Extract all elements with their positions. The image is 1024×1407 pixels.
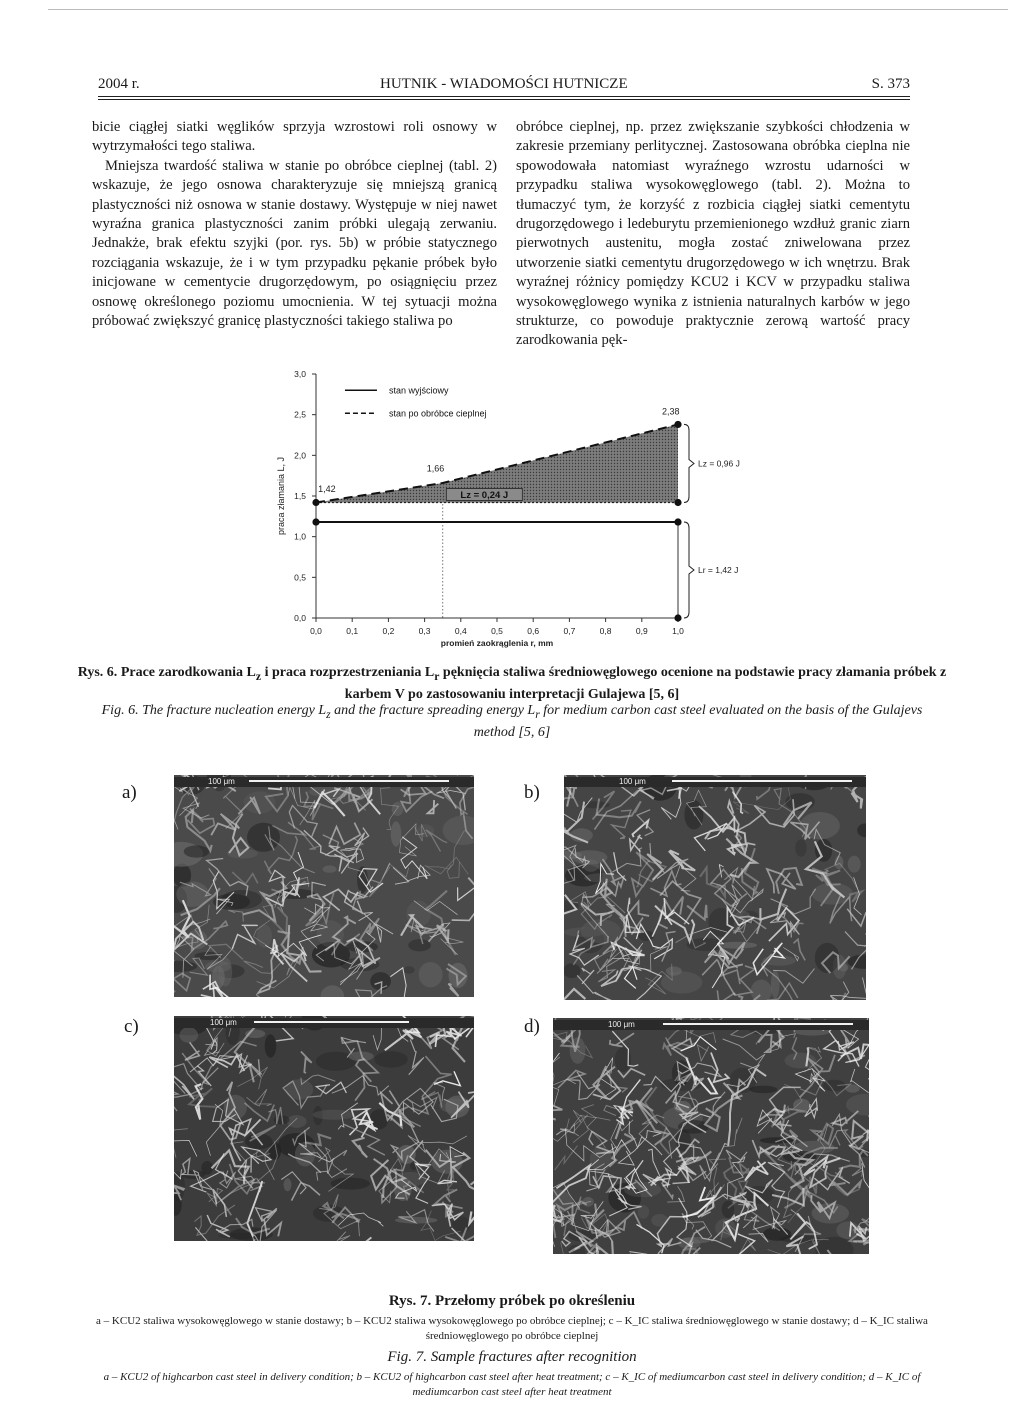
y-tick-label: 1,0 <box>294 531 306 542</box>
paragraph: bicie ciągłej siatki węglików sprzyja wzrostowi roli osnowy w wytrzymałości tego staliwa. <box>92 119 497 155</box>
fracture-energy-chart <box>262 360 762 666</box>
data-point <box>674 518 681 525</box>
panel-label-a: a) <box>122 782 137 803</box>
fig7-desc-en: a – KCU2 of highcarbon cast steel in delivery condition; b – KCU2 of highcarbon cast steel after heat treatment; c – K_IC of mediumcarbon cast steel in delivery condition; d – K_IC of mediumcarbon cast steel after heat treatment <box>103 1371 921 1398</box>
x-tick-label: 0,9 <box>635 626 648 636</box>
y-tick-label: 0,0 <box>294 613 306 623</box>
data-point <box>312 518 319 525</box>
y-tick-label: 1,5 <box>294 491 306 501</box>
header-rule <box>98 96 910 97</box>
figure-6-caption-pl <box>60 664 964 704</box>
brace-lr <box>684 522 694 618</box>
header-journal: HUTNIK - WIADOMOŚCI HUTNICZE <box>380 76 628 92</box>
x-tick-label: 0,4 <box>454 626 467 636</box>
x-tick-label: 0,6 <box>527 626 540 636</box>
fig6-prefix: Rys. 6. <box>77 665 118 680</box>
figure-7-title-en <box>60 1348 964 1366</box>
region-label: Lz = 0,24 J <box>460 490 509 502</box>
right-column <box>516 118 910 351</box>
micrograph-a <box>174 775 474 997</box>
y-tick-label: 3,0 <box>294 369 306 379</box>
brace-label: Lz = 0,96 J <box>698 458 740 469</box>
data-label: 2,38 <box>661 406 680 417</box>
page-header <box>98 76 910 96</box>
paragraph: obróbce cieplnej, np. przez zwiększanie szybkości chłodzenia w zakresie przemiany perlitycznej. Zastosowana obróbka cieplna nie spowodowała natomiast wyraźnego wzrostu udarności w przypadku staliwa wysokowęglowego (tabl. 2). Można to tłumaczyć tym, że korzyść z rozbicia ciągłej siatki cementytu drugorzędowego i ledeburytu przemienionego wzdłuż granic ziarn pierwotnych austenitu, mogła zostać zniwelowana przez utworzenie siatki cementytu drugorzędowego w ich wnętrzu. Brak wyraźnej różnicy pomiędzy KCU2 i KCV w przypadku staliwa wysokowęglowego wynika z istnienia naturalnych karbów w jego strukturze, co powoduje praktycznie zerową wartość pracy zarodkowania pęk- <box>516 119 910 349</box>
x-axis-label: promień zaokrąglenia r, mm <box>440 638 554 648</box>
fracture-texture <box>564 775 866 1000</box>
panel-label-c: c) <box>124 1016 139 1037</box>
x-tick-label: 0,7 <box>563 626 576 636</box>
micrograph-b <box>564 775 866 1000</box>
scale-bar <box>553 1020 869 1030</box>
fig7-desc-pl: a – KCU2 staliwa wysokowęglowego w stanie dostawy; b – KCU2 staliwa wysokowęglowego po obróbce cieplnej; c – K_IC staliwa średniowęglowego w stanie dostawy; d – K_IC staliwa średniowęglowego po obróbce cieplnej <box>96 1315 928 1342</box>
fig6-text: Prace zarodkowania L <box>120 665 256 680</box>
scale-bar <box>564 777 866 787</box>
scale-bar <box>174 1018 474 1028</box>
fracture-texture <box>553 1018 869 1254</box>
brace-lz <box>684 424 694 502</box>
fig6-text-rest: pęknięcia staliwa średniowęglowego ocenione na podstawie pracy złamania próbek z karbem V po zastosowaniu interpretacji Gulajewa [5, 6] <box>344 665 947 702</box>
scale-bar <box>174 777 474 787</box>
fig7-title-en: Fig. 7. Sample fractures after recognition <box>387 1349 637 1365</box>
x-tick-label: 1,0 <box>672 626 684 636</box>
brace-label: Lr = 1,42 J <box>698 565 739 576</box>
micrograph-c <box>174 1016 474 1241</box>
data-point <box>312 499 319 506</box>
scale-label: 100 μm <box>619 777 646 786</box>
x-tick-label: 0,0 <box>310 626 322 636</box>
legend-label: stan po obróbce cieplnej <box>388 408 487 419</box>
fracture-texture <box>174 1016 474 1241</box>
x-tick-label: 0,2 <box>382 626 395 636</box>
fig6-en-text: The fracture nucleation energy L <box>142 703 327 718</box>
fig7-title-pl: Rys. 7. Przełomy próbek po określeniu <box>388 1293 636 1309</box>
fig6-sub: z <box>255 669 262 683</box>
paragraph: Mniejsza twardość staliwa w stanie po obróbce cieplnej (tabl. 2) wskazuje, że jego osnowa charakteryzuje się mniejszą granicą plastyczności niż osnowa w stanie dostawy. Występuje w niej nawet wyraźna granica plastyczności zanim próbki ulegają zerwaniu. Jednakże, brak efektu szyjki (por. rys. 5b) w próbie statycznego rozciągania wskazuje, że i w tym przypadku pękanie próbek było inicjowane w cementycie drugorzędowym, po osiągnięciu przez osnowę określonego poziomu umocnienia. W tej sytuacji można próbować zwiększyć granicę plastyczności takiego staliwa po <box>92 157 497 330</box>
header-rule-thin <box>98 99 910 100</box>
fig6-en-prefix: Fig. 6. <box>101 703 139 718</box>
data-point <box>674 421 681 428</box>
figure-7-desc-pl <box>80 1314 944 1344</box>
fig6-en-rest: for medium carbon cast steel evaluated on the basis of the Gulajevs method [5, 6] <box>473 703 923 740</box>
figure-7-title-pl <box>60 1292 964 1310</box>
panel-label-b: b) <box>524 782 540 803</box>
micrograph-d <box>553 1018 869 1254</box>
y-tick-label: 2,0 <box>294 450 306 461</box>
fig6-en-mid: and the fracture spreading energy L <box>330 703 536 718</box>
figure-6-caption-en <box>90 702 934 742</box>
header-page: S. 373 <box>871 76 910 92</box>
fig6-text-mid: i praca rozprzestrzeniania L <box>261 665 435 680</box>
x-tick-label: 0,8 <box>599 626 612 636</box>
x-tick-label: 0,1 <box>346 626 359 636</box>
data-point <box>674 614 681 621</box>
panel-label-d: d) <box>524 1016 540 1037</box>
x-tick-label: 0,5 <box>491 626 503 636</box>
y-tick-label: 2,5 <box>294 409 306 420</box>
scale-label: 100 μm <box>608 1020 635 1029</box>
scale-label: 100 μm <box>208 777 235 786</box>
top-scan-line <box>48 9 1008 10</box>
data-label: 1,42 <box>318 483 336 494</box>
left-column <box>92 118 497 331</box>
y-tick-label: 0,5 <box>294 572 306 583</box>
fig6-en-sub: z <box>326 707 331 721</box>
data-point <box>674 499 681 506</box>
fig6-en-sub: r <box>535 707 540 721</box>
scale-label: 100 μm <box>210 1018 237 1027</box>
fracture-texture <box>174 775 474 997</box>
header-year: 2004 r. <box>98 76 140 92</box>
x-tick-label: 0,3 <box>418 626 431 636</box>
figure-7-desc-en <box>80 1370 944 1400</box>
data-label: 1,66 <box>426 463 445 474</box>
legend-label: stan wyjściowy <box>388 385 449 396</box>
fig6-sub: r <box>434 669 440 683</box>
y-axis-label: praca złamania L, J <box>276 456 286 536</box>
